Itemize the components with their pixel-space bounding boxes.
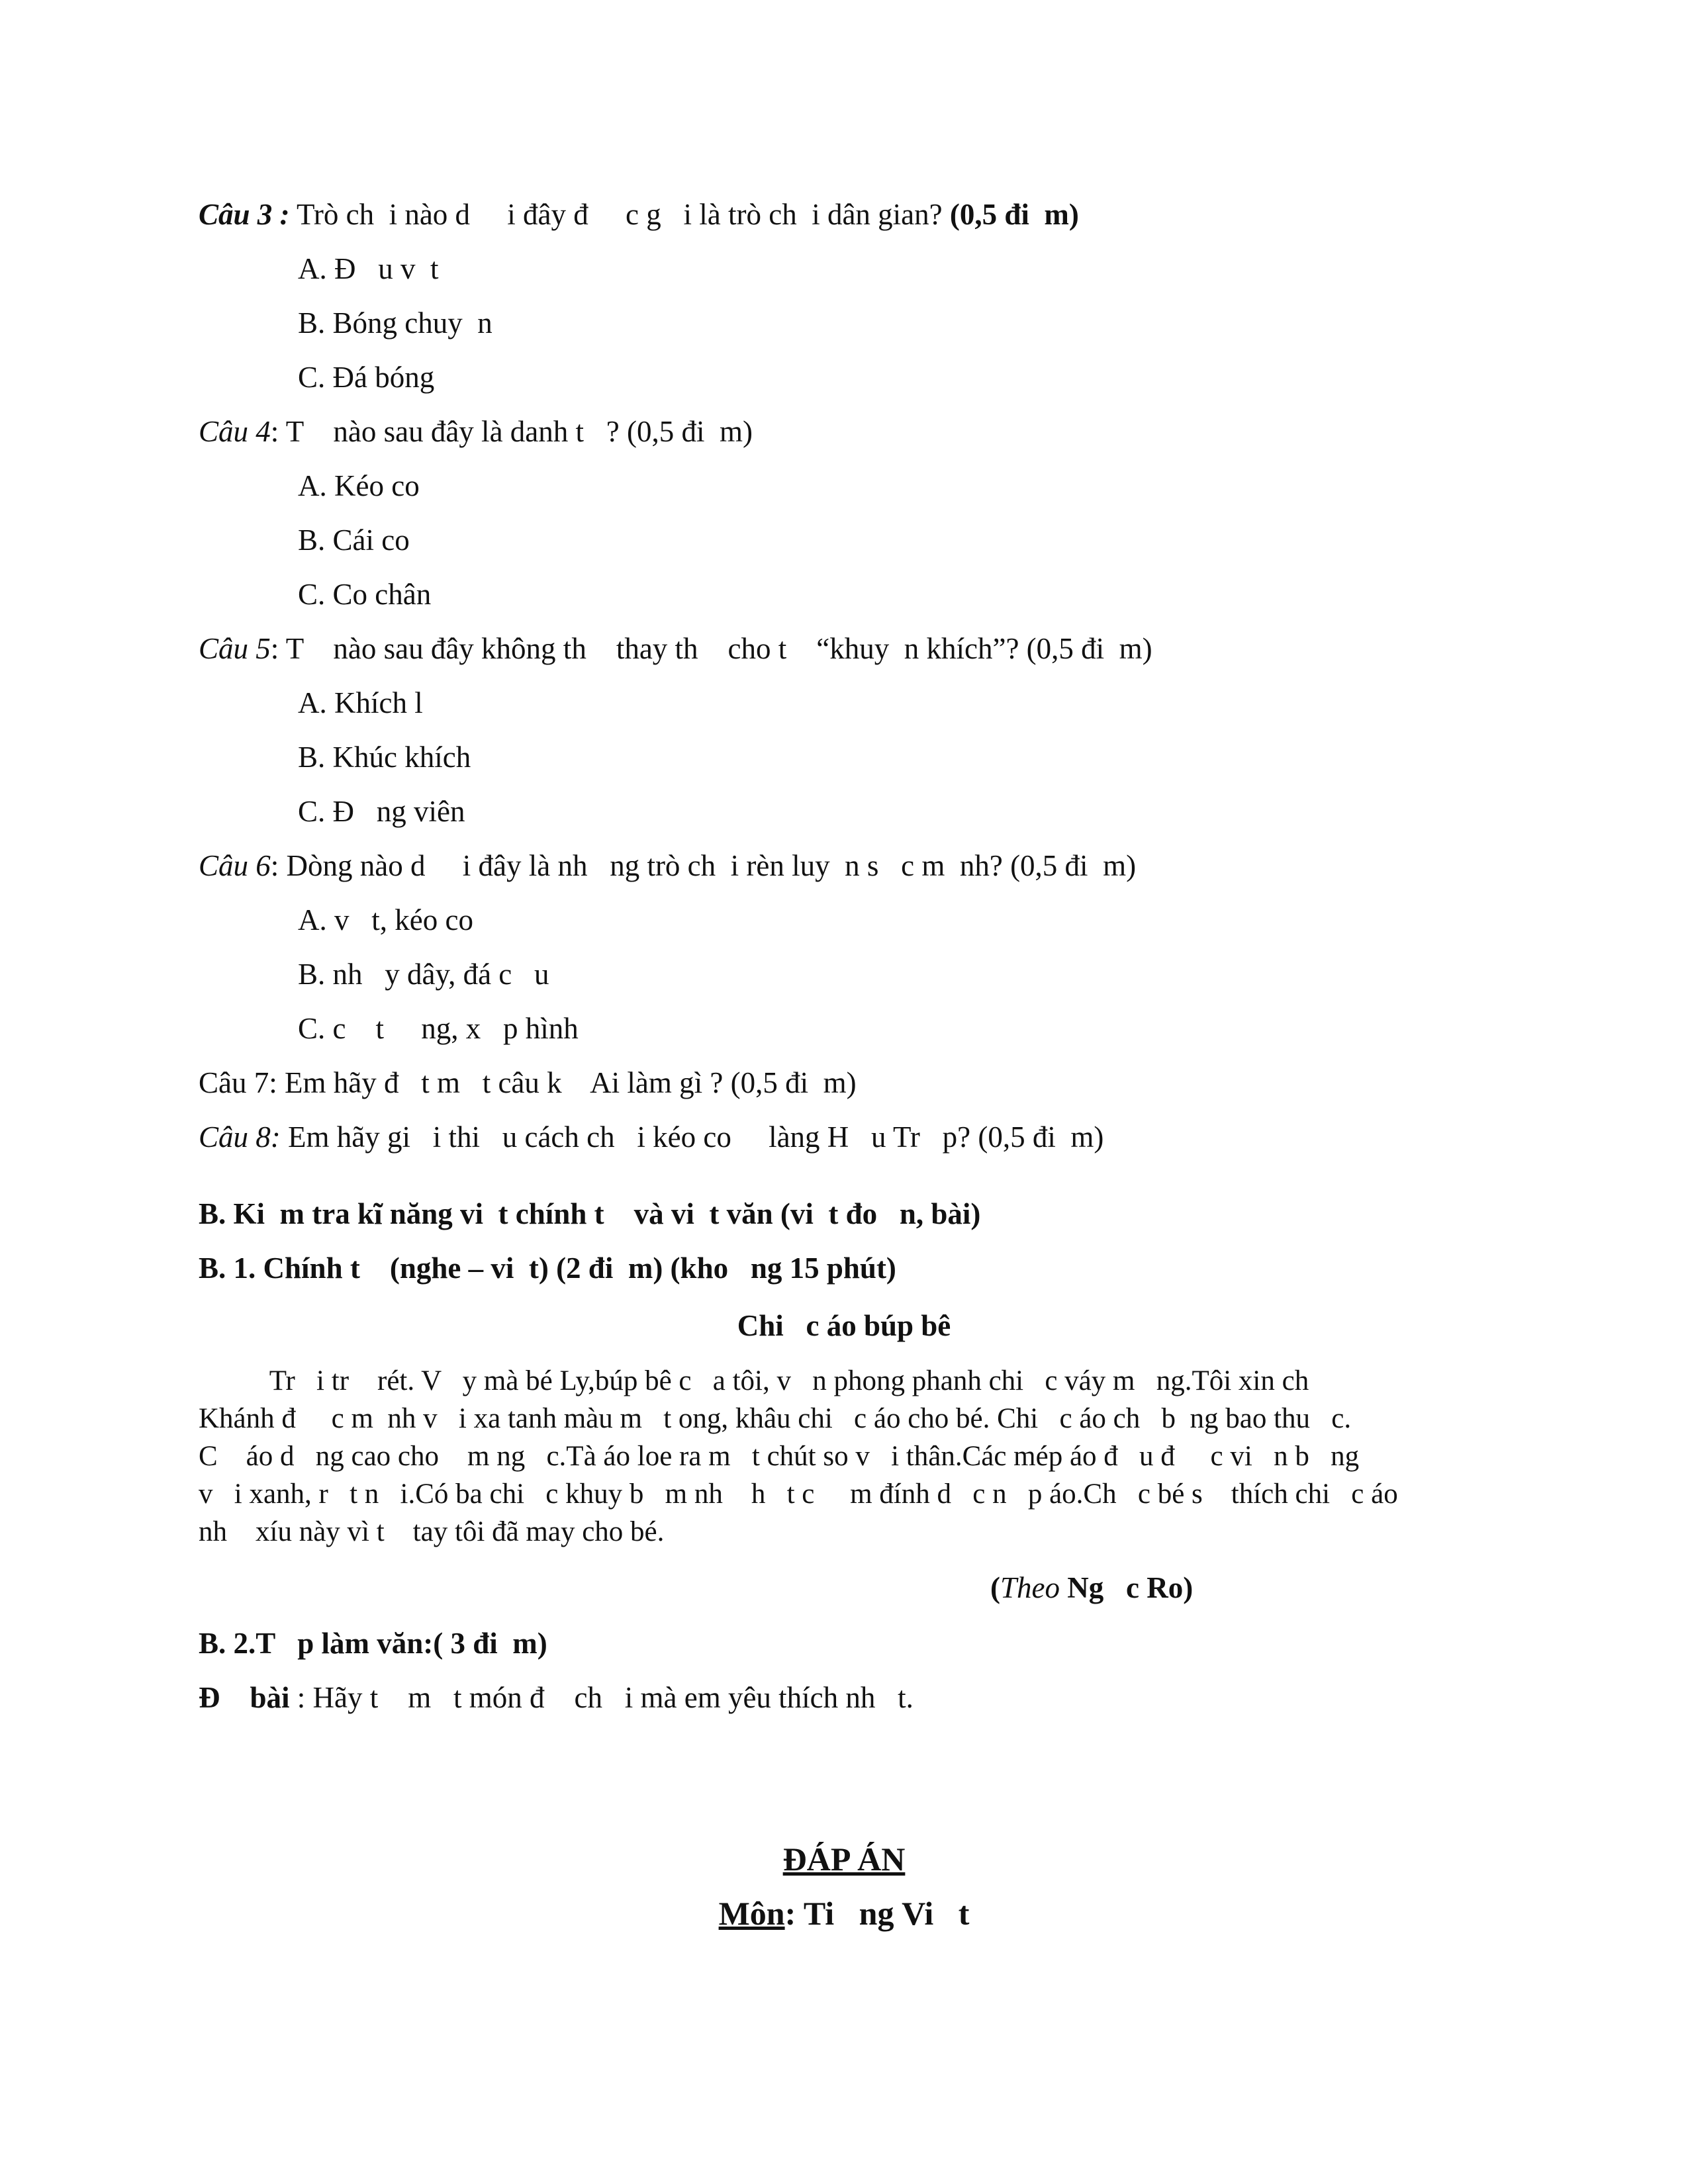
option-3c: C. Đá bóng bbox=[298, 361, 435, 394]
question-label: Câu 5 bbox=[199, 632, 271, 665]
option-6c: C. c t ng, x p hình bbox=[298, 1012, 579, 1045]
essay-topic bbox=[199, 1680, 914, 1715]
question-text: Trò ch i nào d i đây đ c g i là trò ch i dân gian? bbox=[289, 198, 950, 231]
answer-key-title: ĐÁP ÁN bbox=[782, 1841, 906, 1878]
source-author: Ng c Ro) bbox=[1060, 1571, 1194, 1604]
option-4a: A. Kéo co bbox=[298, 469, 420, 502]
question-label: Câu 8: bbox=[199, 1120, 281, 1154]
question-text: : T nào sau đây là danh t ? (0,5 đi m) bbox=[270, 415, 753, 448]
source-open: ( bbox=[990, 1571, 1000, 1604]
section-b-heading: B. Ki m tra kĩ năng vi t chính t và vi t văn (vi t đo n, bài) bbox=[199, 1197, 981, 1230]
option-5a: A. Khích l bbox=[298, 686, 423, 719]
option-3b: B. Bóng chuy n bbox=[298, 306, 492, 340]
option-4b: B. Cái co bbox=[298, 523, 410, 557]
question-points: (0,5 đi m) bbox=[949, 198, 1079, 231]
question-4 bbox=[199, 414, 753, 449]
question-3 bbox=[199, 197, 1079, 232]
source-theo: Theo bbox=[1000, 1571, 1060, 1604]
section-b1-heading: B. 1. Chính t (nghe – vi t) (2 đi m) (kho ng 15 phút) bbox=[199, 1251, 896, 1285]
question-7: Câu 7: Em hãy đ t m t câu k Ai làm gì ? (0,5 đi m) bbox=[199, 1066, 857, 1099]
section-b2-heading: B. 2.T p làm văn:( 3 đi m) bbox=[199, 1627, 547, 1660]
passage-line-1: Tr i tr rét. V y mà bé Ly,búp bê c a tôi, v n phong phanh chi c váy m ng.Tôi xin ch bbox=[199, 1365, 1309, 1396]
passage-line-3: C áo d ng cao cho m ng c.Tà áo loe ra m t chút so v i thân.Các mép áo đ u đ c vi n b ng bbox=[199, 1441, 1360, 1472]
question-label: Câu 6 bbox=[199, 849, 271, 882]
question-8 bbox=[199, 1119, 1103, 1155]
passage-line-5: nh xíu này vì t tay tôi đã may cho bé. bbox=[199, 1516, 665, 1547]
topic-label: Đ bài bbox=[199, 1681, 290, 1714]
question-5 bbox=[199, 631, 1152, 666]
question-text: Em hãy gi i thi u cách ch i kéo co làng H u Tr p? (0,5 đi m) bbox=[280, 1120, 1104, 1154]
passage-line-2: Khánh đ c m nh v i xa tanh màu m t ong, khâu chi c áo cho bé. Chi c áo ch b ng bao thu c. bbox=[199, 1403, 1352, 1434]
subject-line bbox=[0, 1895, 1688, 1931]
question-label: Câu 3 : bbox=[199, 198, 290, 231]
subject-name: : Ti ng Vi t bbox=[784, 1895, 970, 1932]
option-5c: C. Đ ng viên bbox=[298, 795, 465, 828]
question-6 bbox=[199, 848, 1136, 884]
option-5b: B. Khúc khích bbox=[298, 741, 471, 774]
question-text: : T nào sau đây không th thay th cho t “khuy n khích”? (0,5 đi m) bbox=[270, 632, 1152, 665]
subject-label: Môn bbox=[718, 1895, 785, 1932]
option-6b: B. nh y dây, đá c u bbox=[298, 958, 549, 991]
option-3a: A. Đ u v t bbox=[298, 252, 439, 285]
option-6a: A. v t, kéo co bbox=[298, 903, 473, 936]
question-text: : Dòng nào d i đây là nh ng trò ch i rèn luy n s c m nh? (0,5 đi m) bbox=[270, 849, 1137, 882]
passage-line-4: v i xanh, r t n i.Có ba chi c khuy b m nh h t c m đính d c n p áo.Ch c bé s thích chi c áo bbox=[199, 1479, 1398, 1510]
passage-source bbox=[990, 1570, 1193, 1606]
topic-text: : Hãy t m t món đ ch i mà em yêu thích nh t. bbox=[289, 1681, 914, 1714]
passage-title: Chi c áo búp bê bbox=[737, 1309, 951, 1342]
option-4c: C. Co chân bbox=[298, 578, 432, 611]
question-label: Câu 4 bbox=[199, 415, 271, 448]
